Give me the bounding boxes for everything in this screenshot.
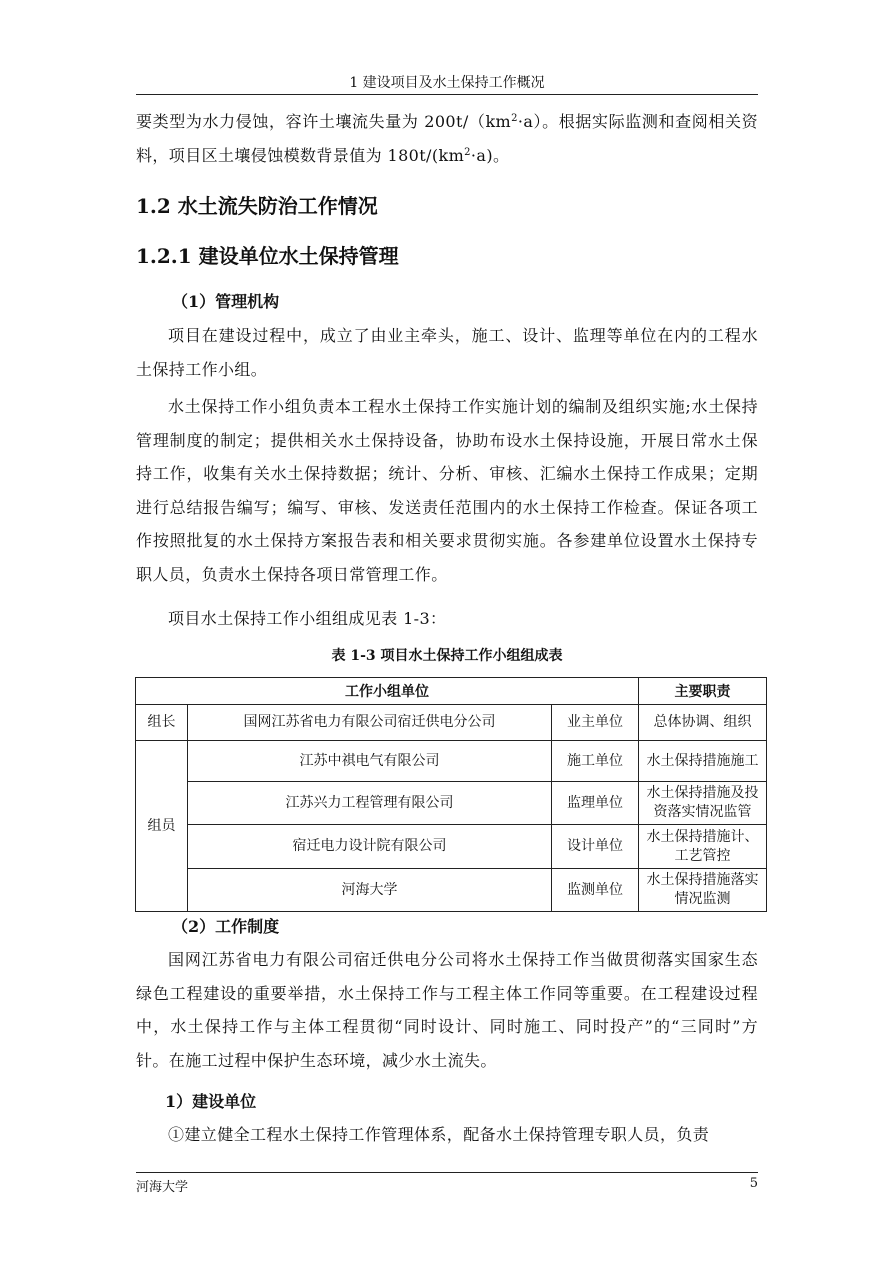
table-row: [136, 782, 767, 825]
member-role: 设计单位: [552, 825, 639, 869]
superscript: 2: [511, 113, 518, 124]
section-heading-1-2-1: 1.2.1 建设单位水土保持管理: [136, 244, 399, 268]
table-row: [136, 869, 767, 912]
superscript: 2: [464, 146, 471, 158]
member-org: 河海大学: [188, 869, 552, 912]
text-segment: ·a)。: [470, 145, 510, 165]
paragraph-management: 项目在建设过程中，成立了由业主牵头，施工、设计、监理等单位在内的工程水土保持工作小组。: [136, 326, 758, 379]
member-label: 组员: [136, 741, 188, 912]
paragraph-duties: 水土保持工作小组负责本工程水土保持工作实施计划的编制及组织实施;水土保持管理制度的制定；提供相关水土保持设备，协助布设水土保持设施，开展日常水土保持工作，收集有关水土保持数据；统计、分析、审核、汇编水土保持工作成果；定期进行总结报告编写；编写、审核、发送责任范围内的水土保持工作检查。保证各项工作按照批复的水土保持方案报告表和相关要求贯彻实施。各参建单位设置水土保持专职人员，负责水土保持各项日常管理工作。: [136, 397, 758, 584]
page-number: 5: [749, 1176, 758, 1191]
member-role: 监测单位: [552, 869, 639, 912]
member-duty: 水土保持措施计、工艺管控: [639, 825, 767, 869]
member-org: 江苏兴力工程管理有限公司: [188, 782, 552, 825]
paragraph-top: [136, 105, 758, 172]
table-caption: 表 1-3 项目水土保持工作小组组成表: [331, 648, 563, 664]
member-role: 施工单位: [552, 741, 639, 782]
work-group-table: [135, 677, 767, 912]
table-row: [136, 825, 767, 869]
header-rule: [136, 94, 758, 95]
subheading-management: （1）管理机构: [172, 292, 280, 311]
footer-rule: [136, 1172, 758, 1173]
member-role: 监理单位: [552, 782, 639, 825]
table-header-unit: 工作小组单位: [136, 678, 639, 705]
member-org: 江苏中祺电气有限公司: [188, 741, 552, 782]
section-heading-1-2: 1.2 水土流失防治工作情况: [136, 194, 378, 218]
leader-duty: 总体协调、组织: [639, 705, 767, 741]
member-duty: 水土保持措施施工: [639, 741, 767, 782]
subheading-system: （2）工作制度: [172, 917, 280, 936]
running-header: 1 建设项目及水土保持工作概况: [349, 75, 545, 91]
member-duty: 水土保持措施及投资落实情况监管: [639, 782, 767, 825]
member-duty: 水土保持措施落实情况监测: [639, 869, 767, 912]
leader-role: 业主单位: [552, 705, 639, 741]
paragraph-system: 国网江苏省电力有限公司宿迁供电分公司将水土保持工作当做贯彻落实国家生态绿色工程建设的重要举措，水土保持工作与工程主体工作同等重要。在工程建设过程中，水土保持工作与主体工程贯彻“同时设计、同时施工、同时投产”的“三同时”方针。在施工过程中保护生态环境，减少水土流失。: [136, 950, 758, 1070]
subheading-owner: 1）建设单位: [165, 1092, 257, 1111]
footer-org: 河海大学: [136, 1180, 189, 1195]
text-segment: 要类型为水力侵蚀，容许土壤流失量为 200t/（km: [136, 112, 512, 131]
text-segment: ·a）。根据实际监测和查阅相关资料，项目区土壤侵蚀模数背景值为 180t/(km: [136, 112, 758, 165]
table-row: [136, 705, 767, 741]
table-header-duty: 主要职责: [639, 678, 767, 705]
member-org: 宿迁电力设计院有限公司: [188, 825, 552, 869]
paragraph-owner: ①建立健全工程水土保持工作管理体系，配备水土保持管理专职人员，负责: [168, 1125, 710, 1144]
leader-label: 组长: [136, 705, 188, 741]
paragraph-table-ref: 项目水土保持工作小组组成见表 1-3：: [168, 609, 447, 628]
leader-org: 国网江苏省电力有限公司宿迁供电分公司: [188, 705, 552, 741]
table-row: [136, 741, 767, 782]
